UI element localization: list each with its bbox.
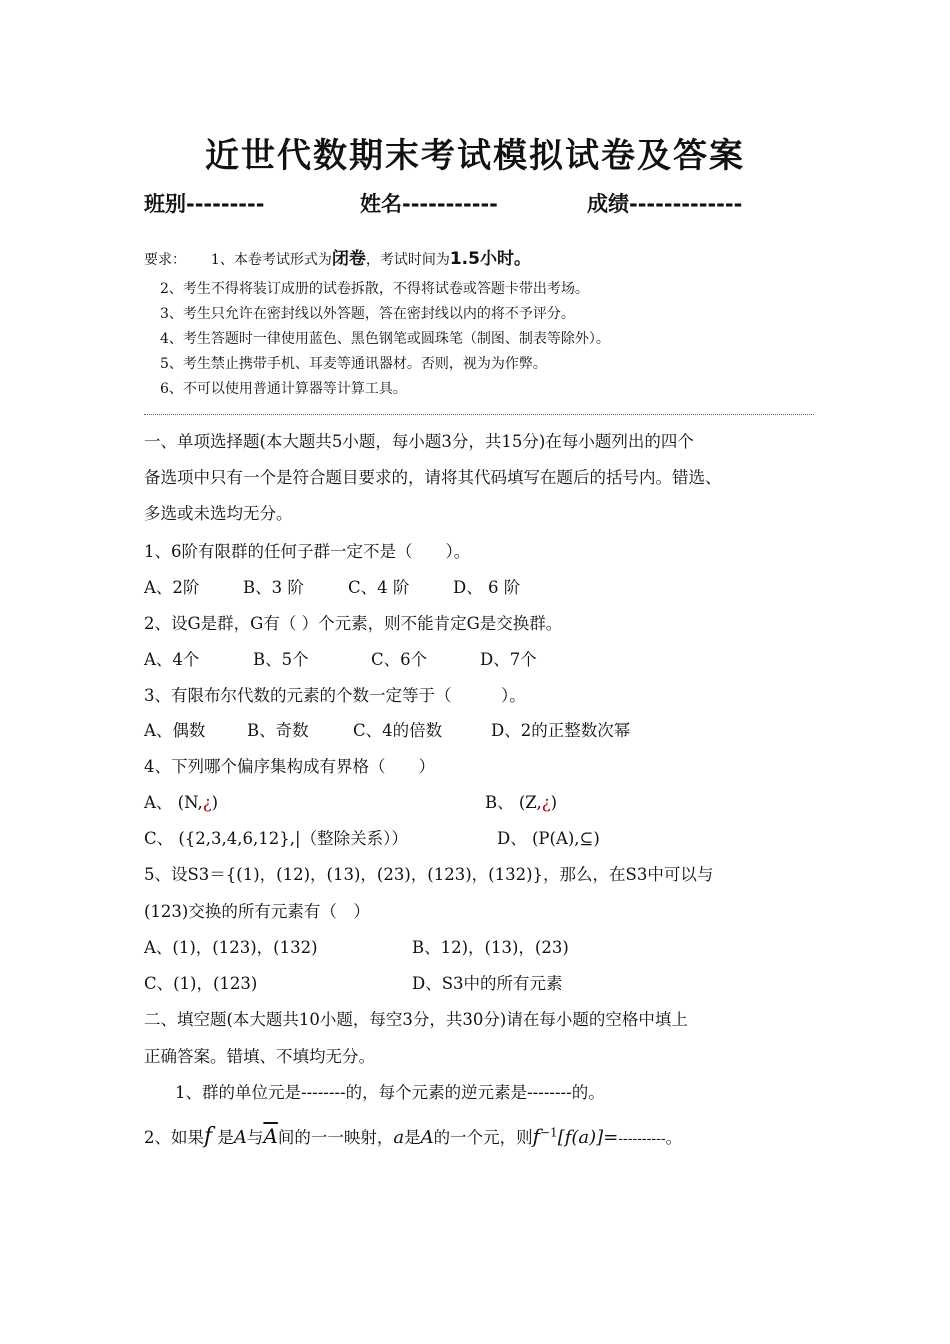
text: 与 [246, 1128, 264, 1147]
option-text: A、 (N, [144, 793, 203, 812]
question-1: 1、6阶有限群的任何子群一定不是（ ）。 [144, 542, 471, 561]
requirement-1-prefix: 1、本卷考试形式为 [210, 252, 332, 268]
class-field: 班别--------- [144, 192, 265, 216]
section1-text: 一、单项选择题(本大题共5小题，每小题3分，共15分)在每小题列出的四个 [144, 432, 694, 451]
section1-text: 备选项中只有一个是符合题目要求的，请将其代码填写在题后的括号内。错选、 [144, 468, 722, 487]
option-text: B、 (Z, [485, 793, 542, 812]
math-a: a [393, 1127, 405, 1148]
math-f: f [204, 1124, 213, 1149]
requirements-line-1 [144, 244, 531, 269]
option: C、4 阶 [348, 578, 410, 597]
question-5-cont: (123)交换的所有元素有（ ） [144, 902, 370, 921]
option: D、2的正整数次幂 [491, 721, 631, 740]
option: A、2阶 [144, 578, 200, 597]
text: 2、如果 [144, 1128, 204, 1147]
text: 的一个元，则 [433, 1128, 533, 1147]
option-b: B、12)，(13)，(23) [412, 938, 569, 957]
dotted-divider [144, 414, 814, 415]
option-text: ) [550, 793, 558, 812]
math-A: A [420, 1127, 434, 1148]
fill-question-2 [144, 1124, 682, 1149]
section2-text: 二、填空题(本大题共10小题，每空3分，共30分)请在每小题的空格中填上 [144, 1010, 688, 1029]
text: 。 [665, 1128, 683, 1147]
math-A: A [233, 1127, 247, 1148]
text: 是 [404, 1128, 421, 1147]
question-2: 2、设G是群，G有（ ）个元素，则不能肯定G是交换群。 [144, 614, 563, 633]
option-d: D、S3中的所有元素 [412, 974, 563, 993]
option: C、6个 [371, 650, 428, 669]
answer-blank: ---------- [618, 1131, 666, 1147]
requirement-1-mid: ，考试时间为 [365, 252, 450, 268]
math-superscript: −1 [540, 1125, 558, 1140]
requirement-item: 4、考生答题时一律使用蓝色、黑色钢笔或圆珠笔（制图、制表等除外）。 [160, 331, 610, 347]
question-4: 4、下列哪个偏序集构成有界格（ ） [144, 757, 435, 776]
page-title: 近世代数期末考试模拟试卷及答案 [205, 136, 745, 176]
option: A、4个 [144, 650, 200, 669]
math-A-bar: $\overline{A}$ [263, 1124, 278, 1148]
option: A、偶数 [144, 721, 206, 740]
name-field: 姓名----------- [360, 192, 498, 216]
fill-question-1: 1、群的单位元是--------的，每个元素的逆元素是--------的。 [175, 1083, 605, 1102]
option: B、奇数 [247, 721, 309, 740]
exam-duration: 1.5小时。 [449, 249, 531, 269]
option-a: A、(1)，(123)，(132) [144, 938, 318, 957]
option-d: D、 (P(A),⊆) [497, 829, 600, 848]
requirements-lead: 要求： [144, 252, 186, 268]
score-field: 成绩------------- [587, 192, 743, 216]
broken-glyph: ¿ [541, 793, 551, 812]
broken-glyph: ¿ [202, 793, 212, 812]
option: D、7个 [480, 650, 537, 669]
equals-sign: = [603, 1127, 619, 1148]
requirement-item: 3、考生只允许在密封线以外答题，答在密封线以内的将不予评分。 [160, 306, 575, 322]
option: C、4的倍数 [353, 721, 443, 740]
section1-text: 多选或未选均无分。 [144, 504, 293, 523]
text: 是 [212, 1128, 234, 1147]
option-a [144, 789, 218, 813]
question-5: 5、设S3＝{(1)，(12)，(13)，(23)，(123)，(132)}，那么，在S3中可以与 [144, 865, 714, 884]
closed-book: 闭卷 [331, 249, 366, 269]
requirement-item: 5、考生禁止携带手机、耳麦等通讯器材。否则，视为为作弊。 [160, 356, 547, 372]
option-text: ) [211, 793, 219, 812]
requirement-item: 6、不可以使用普通计算器等计算工具。 [160, 381, 407, 397]
section2-text: 正确答案。错填、不填均无分。 [144, 1047, 375, 1066]
math-expression: [f(a)] [557, 1127, 604, 1148]
option: B、3 阶 [243, 578, 304, 597]
requirement-item: 2、考生不得将装订成册的试卷拆散，不得将试卷或答题卡带出考场。 [160, 281, 589, 297]
option: D、 6 阶 [453, 578, 521, 597]
option-b [485, 789, 557, 813]
question-3: 3、有限布尔代数的元素的个数一定等于（ ）。 [144, 686, 526, 705]
option: B、5个 [253, 650, 309, 669]
math-f: f [532, 1124, 540, 1148]
option-c: C、 ({2,3,4,6,12},|（整除关系）） [144, 829, 408, 848]
text: 间的一一映射， [277, 1128, 394, 1147]
option-c: C、(1)，(123) [144, 974, 258, 993]
